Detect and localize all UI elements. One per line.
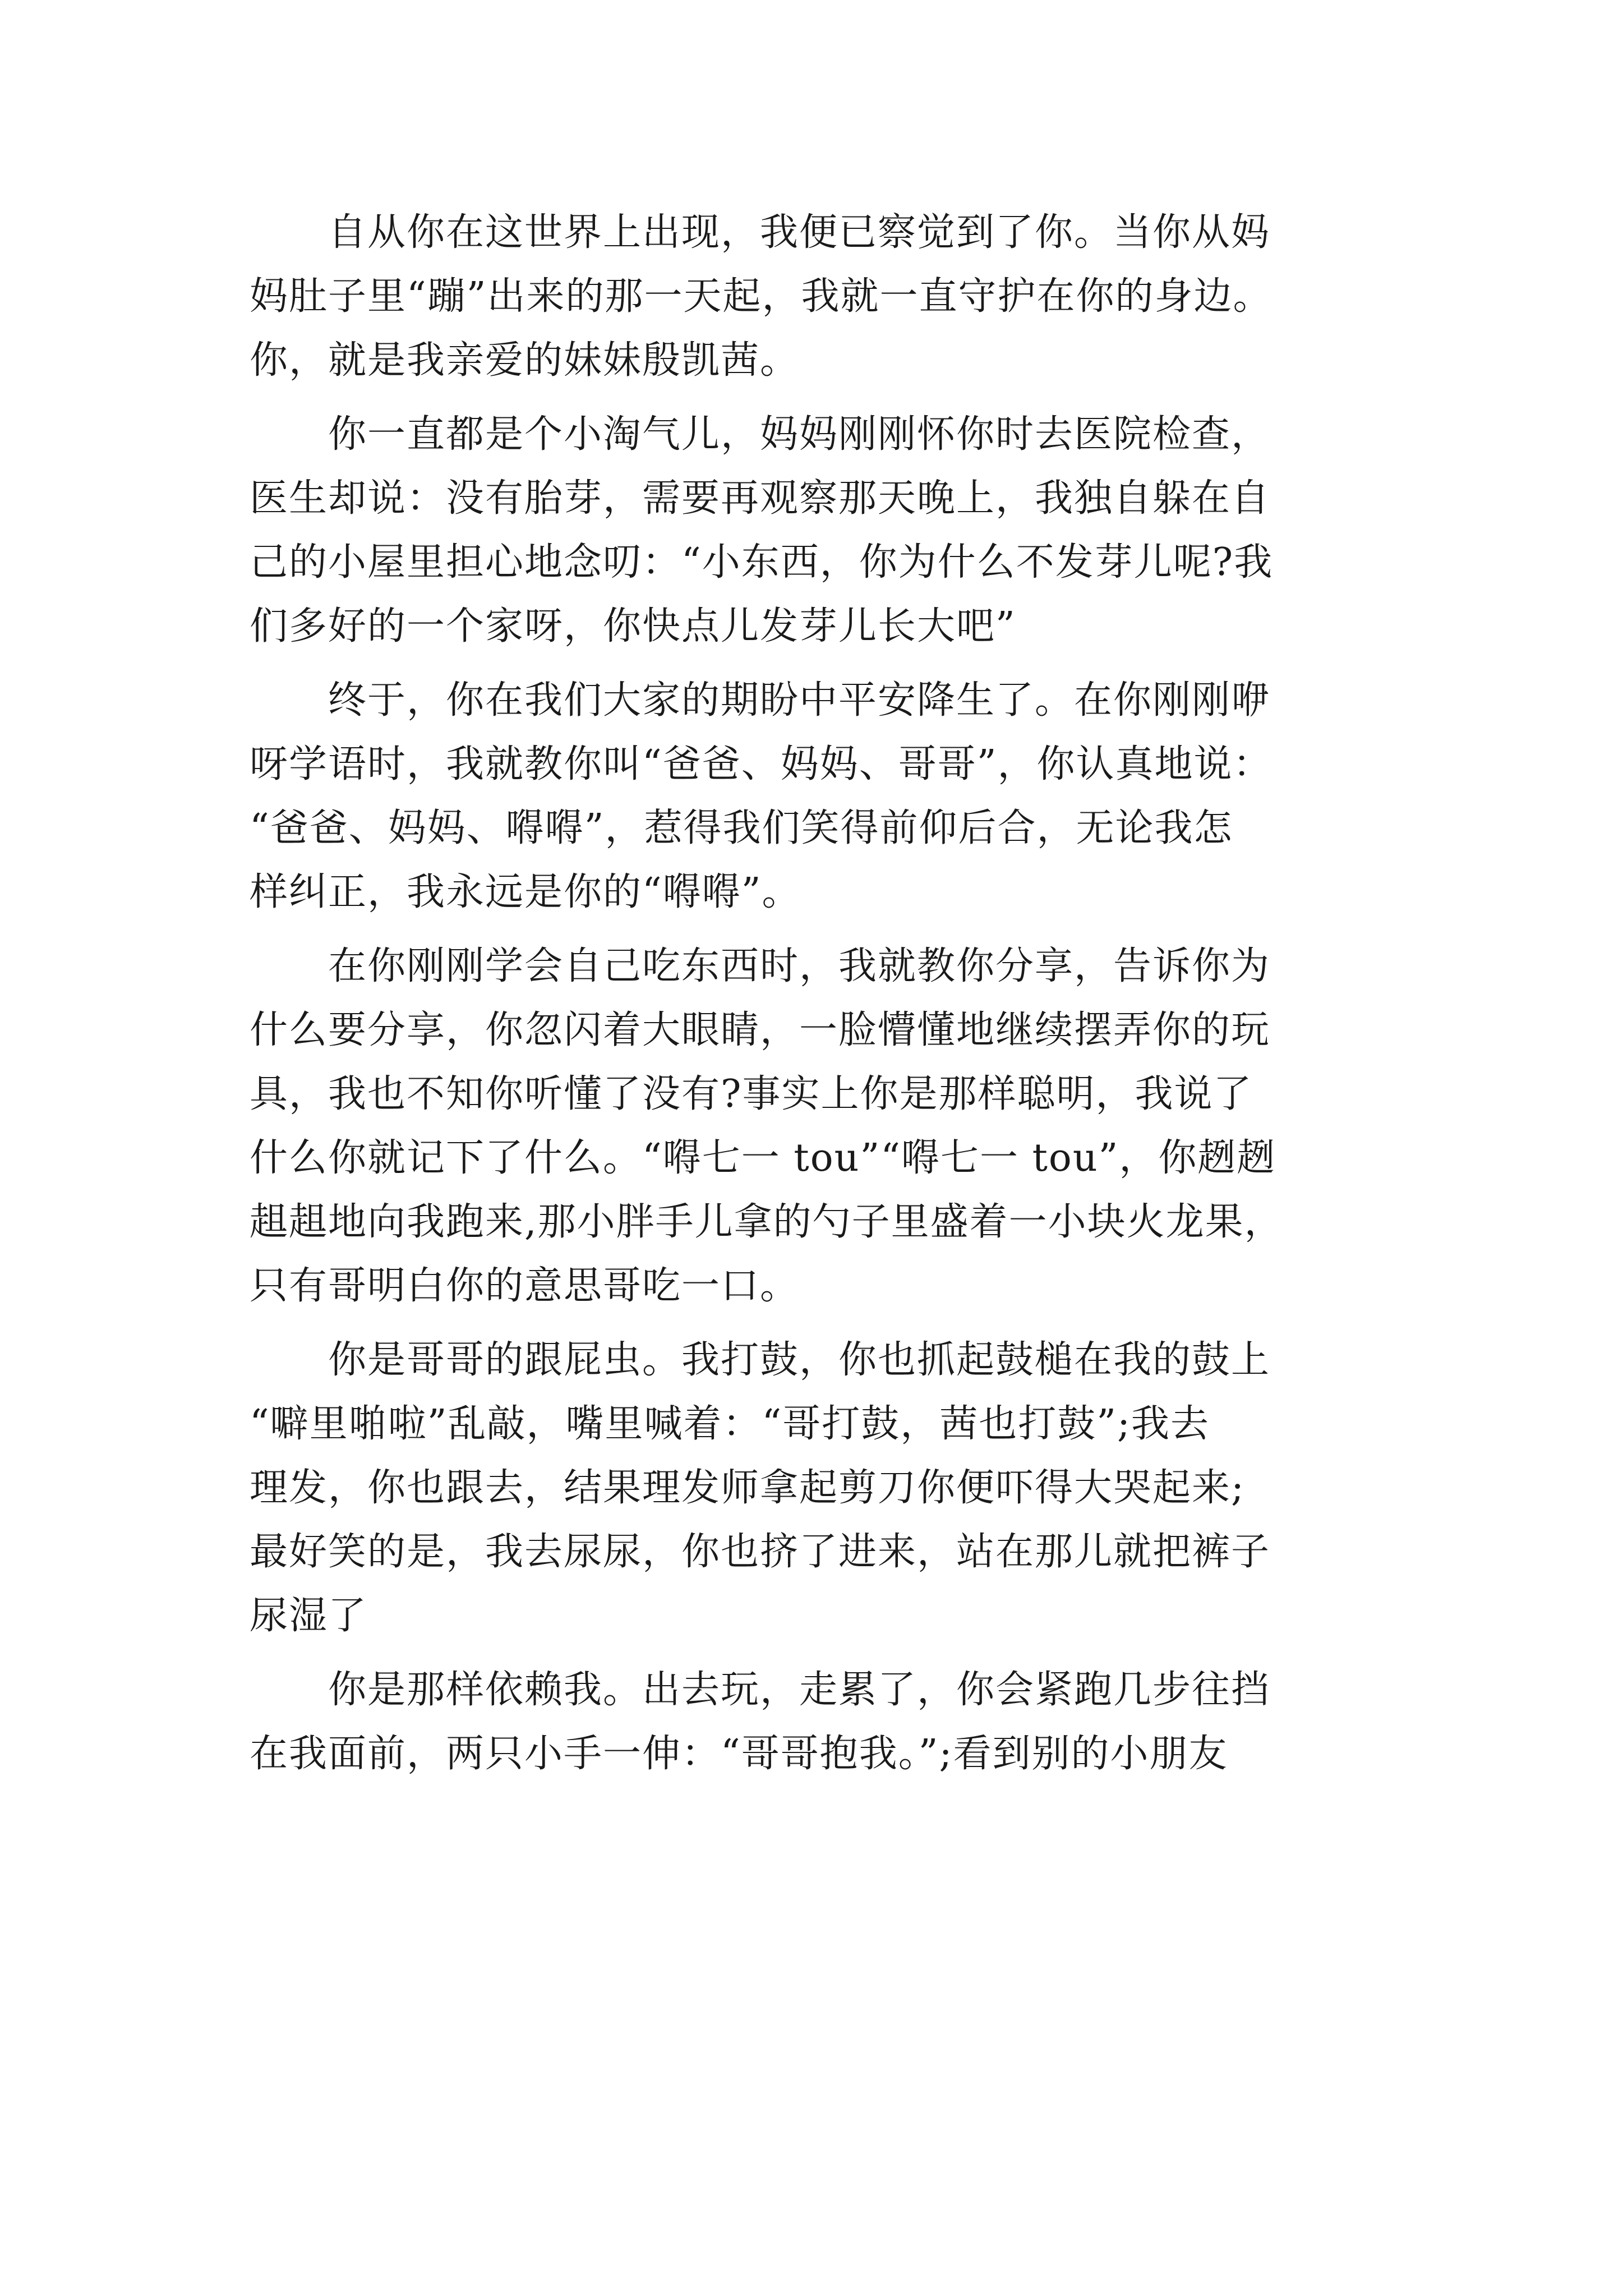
- paragraph-6: [250, 1658, 1427, 1786]
- text-line: 什么要分享，你忽闪着大眼睛，一脸懵懂地继续摆弄你的玩: [250, 1008, 1271, 1052]
- text-line: 理发，你也跟去，结果理发师拿起剪刀你便吓得大哭起来;: [250, 1466, 1245, 1510]
- text-line: 自从你在这世界上出现，我便已察觉到了你。当你从妈: [250, 210, 1271, 255]
- text-line: 在我面前，两只小手一伸：“哥哥抱我。”;看到别的小朋友: [250, 1732, 1228, 1776]
- text-line: 你，就是我亲爱的妹妹殷凯茜。: [250, 338, 800, 383]
- text-line: 你是哥哥的跟屁虫。我打鼓，你也抓起鼓槌在我的鼓上: [250, 1338, 1271, 1382]
- text-line: 你是那样依赖我。出去玩，走累了，你会紧跑几步往挡: [250, 1668, 1271, 1712]
- text-line: 们多好的一个家呀，你快点儿发芽儿长大吧”: [250, 604, 1016, 648]
- paragraph-1: [250, 201, 1427, 393]
- document-body: [250, 201, 1427, 1786]
- text-line: 趄趄地向我跑来,那小胖手儿拿的勺子里盛着一小块火龙果，: [250, 1200, 1284, 1244]
- paragraph-3: [250, 669, 1427, 924]
- text-line: 具，我也不知你听懂了没有?事实上你是那样聪明，我说了: [250, 1072, 1253, 1116]
- text-line: 最好笑的是，我去尿尿，你也挤了进来，站在那儿就把裤子: [250, 1530, 1271, 1574]
- text-line: 己的小屋里担心地念叨：“小东西，你为什么不发芽儿呢?我: [250, 540, 1274, 585]
- paragraph-4: [250, 935, 1427, 1318]
- text-line: 什么你就记下了什么。“嘚七一 tou”“嘚七一 tou”，你趔趔: [250, 1136, 1276, 1180]
- text-line: “爸爸、妈妈、嘚嘚”，惹得我们笑得前仰后合，无论我怎: [250, 806, 1233, 850]
- text-line: 终于，你在我们大家的期盼中平安降生了。在你刚刚咿: [250, 678, 1271, 723]
- text-line: 呀学语时，我就教你叫“爸爸、妈妈、哥哥”，你认真地说：: [250, 742, 1272, 786]
- text-line: 样纠正，我永远是你的“嘚嘚”。: [250, 870, 801, 914]
- paragraph-5: [250, 1328, 1427, 1648]
- text-line: 只有哥明白你的意思哥吃一口。: [250, 1264, 800, 1308]
- text-line: “噼里啪啦”乱敲，嘴里喊着：“哥打鼓，茜也打鼓”;我去: [250, 1402, 1210, 1446]
- text-line: 尿湿了: [250, 1594, 368, 1638]
- text-line: 你一直都是个小淘气儿，妈妈刚刚怀你时去医院检查，: [250, 412, 1271, 457]
- text-line: 妈肚子里“蹦”出来的那一天起，我就一直守护在你的身边。: [250, 274, 1272, 319]
- text-line: 医生却说：没有胎芽，需要再观察那天晚上，我独自躲在自: [250, 476, 1271, 521]
- text-line: 在你刚刚学会自己吃东西时，我就教你分享，告诉你为: [250, 944, 1271, 988]
- paragraph-2: [250, 403, 1427, 659]
